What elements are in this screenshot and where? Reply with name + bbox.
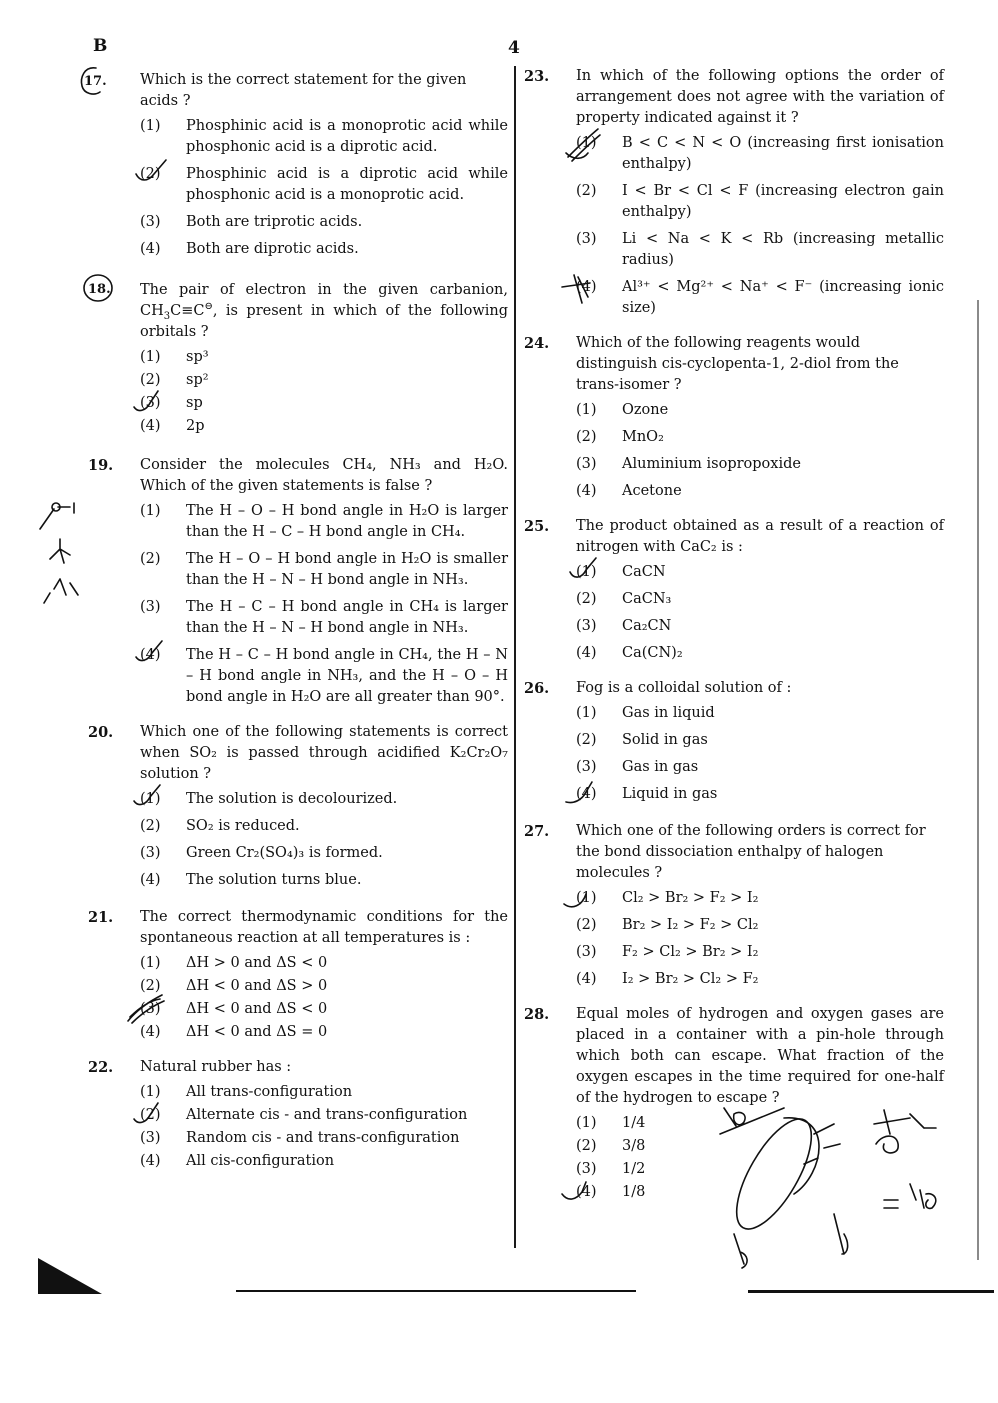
option-4[interactable]: (4) 1/8 (576, 1182, 696, 1203)
option-3[interactable]: (3) Gas in gas (576, 759, 699, 775)
question-number: 22. (88, 1059, 114, 1076)
corner-triangle-marker-icon (36, 1256, 106, 1296)
question-23 (524, 66, 944, 319)
option-3[interactable]: (3) Aluminium isopropoxide (576, 456, 801, 472)
option-3[interactable]: (3) The H – C – H bond angle in CH₄ is larger than the H – N – H bond angle in NH₃. (140, 599, 508, 636)
question-18 (88, 280, 508, 437)
question-text: Equal moles of hydrogen and oxygen gases are placed in a container with a pin-hole through which both can escape. What fraction of the oxygen escapes in the time required for one-half of the hydrogen to escape ? (576, 1006, 944, 1106)
option-1[interactable]: (1) Cl₂ > Br₂ > F₂ > I₂ (576, 888, 944, 909)
option-4[interactable]: (4) ΔH < 0 and ΔS = 0 (140, 1024, 328, 1040)
option-4[interactable]: (4) Acetone (576, 483, 682, 499)
option-1[interactable]: (1) The H – O – H bond angle in H₂O is larger than the H – C – H bond angle in CH₄. (140, 503, 508, 540)
footer-rule-left (236, 1290, 636, 1292)
option-3[interactable]: (3) Li < Na < K < Rb (increasing metallic radius) (576, 231, 944, 268)
option-4[interactable]: (4) Both are diprotic acids. (140, 241, 359, 257)
set-code: B (93, 36, 108, 56)
question-24 (524, 333, 944, 502)
option-2[interactable]: (2) SO₂ is reduced. (140, 818, 300, 834)
option-2[interactable]: (2) 3/8 (576, 1138, 646, 1154)
option-1[interactable]: (1) The solution is decolourized. (140, 789, 508, 810)
option-2[interactable]: (2) MnO₂ (576, 429, 664, 445)
margin-line (977, 300, 979, 1260)
option-1[interactable]: (1) Gas in liquid (576, 705, 715, 721)
question-22 (88, 1057, 508, 1172)
option-2[interactable]: (2) Solid in gas (576, 732, 708, 748)
option-4[interactable]: (4) Liquid in gas (576, 784, 944, 805)
left-column (84, 66, 508, 1184)
question-20 (88, 722, 508, 891)
question-text: Fog is a colloidal solution of : (576, 680, 792, 696)
question-text: Which of the following reagents would distinguish cis-cyclopenta-1, 2-diol from the trans-isomer ? (576, 335, 899, 393)
question-text: Consider the molecules CH₄, NH₃ and H₂O. Which of the given statements is false ? (140, 457, 508, 494)
question-number: 21. (88, 909, 114, 926)
question-text: The product obtained as a result of a reaction of nitrogen with CaC₂ is : (576, 518, 944, 555)
page-number: 4 (508, 38, 520, 58)
option-3[interactable]: (3) Both are triprotic acids. (140, 214, 363, 230)
molecule-sketch-icon (30, 499, 90, 619)
question-text: The pair of electron in the given carbanion, $CH_3C\equiv C^⊖$, is present in which of the following orbitals ? (140, 282, 508, 340)
option-4[interactable]: (4) 2p (140, 418, 205, 434)
question-28 (524, 1004, 944, 1203)
question-text: Which one of the following statements is correct when SO₂ is passed through acidified K₂Cr₂O₇ solution ? (140, 724, 508, 782)
question-17 (84, 70, 508, 260)
option-2[interactable]: (2) The H – O – H bond angle in H₂O is smaller than the H – N – H bond angle in NH₃. (140, 551, 508, 588)
option-3[interactable]: (3) F₂ > Cl₂ > Br₂ > I₂ (576, 944, 759, 960)
question-number: 23. (524, 68, 550, 85)
question-text: Natural rubber has : (140, 1059, 292, 1075)
question-number: 25. (524, 518, 550, 535)
option-1[interactable]: (1) CaCN (576, 562, 944, 583)
option-4[interactable]: (4) I₂ > Br₂ > Cl₂ > F₂ (576, 971, 759, 987)
option-2[interactable]: (2) ΔH < 0 and ΔS > 0 (140, 978, 328, 994)
question-number: 26. (524, 680, 550, 697)
option-3[interactable]: (3) ΔH < 0 and ΔS < 0 (140, 999, 508, 1020)
option-2[interactable]: (2) Br₂ > I₂ > F₂ > Cl₂ (576, 917, 759, 933)
right-column (524, 66, 944, 1215)
option-3[interactable]: (3) sp (140, 393, 508, 414)
svg-text:17.: 17. (84, 74, 107, 89)
option-1[interactable]: (1) 1/4 (576, 1115, 646, 1131)
option-3[interactable]: (3) 1/2 (576, 1161, 646, 1177)
option-3[interactable]: (3) Ca₂CN (576, 618, 672, 634)
option-2[interactable]: (2) Phosphinic acid is a diprotic acid while phosphonic acid is a monoprotic acid. (140, 164, 508, 206)
option-1[interactable]: (1) All trans-configuration (140, 1084, 353, 1100)
option-1[interactable]: (1) Ozone (576, 402, 669, 418)
footer-rule-right (748, 1290, 994, 1293)
question-21 (88, 907, 508, 1043)
question-text: In which of the following options the order of arrangement does not agree with the variation of property indicated against it ? (576, 68, 944, 126)
question-26 (524, 678, 944, 805)
question-number: 19. (88, 457, 114, 474)
option-4[interactable]: (4) Al³⁺ < Mg²⁺ < Na⁺ < F⁻ (increasing ionic size) (576, 277, 944, 319)
option-4[interactable]: (4) All cis-configuration (140, 1153, 335, 1169)
option-2[interactable]: (2) sp² (140, 372, 209, 388)
option-4[interactable]: (4) The H – C – H bond angle in CH₄, the H – N – H bond angle in NH₃, and the H – O – H bond angle in H₂O are all greater than 90°. (140, 645, 508, 708)
question-25 (524, 516, 944, 664)
question-text: Which one of the following orders is correct for the bond dissociation enthalpy of halogen molecules ? (576, 823, 926, 881)
question-text: The correct thermodynamic conditions for the spontaneous reaction at all temperatures is : (140, 909, 508, 946)
option-4[interactable]: (4) Ca(CN)₂ (576, 645, 683, 661)
option-1[interactable]: (1) sp³ (140, 349, 209, 365)
option-2[interactable]: (2) I < Br < Cl < F (increasing electron gain enthalpy) (576, 183, 944, 220)
question-number: 24. (524, 335, 550, 352)
question-number: 28. (524, 1006, 550, 1023)
rough-work-scribble-icon (714, 1104, 964, 1274)
option-1[interactable]: (1) ΔH > 0 and ΔS < 0 (140, 955, 328, 971)
option-2[interactable]: (2) CaCN₃ (576, 591, 672, 607)
option-2[interactable]: (2) Alternate cis - and trans-configuration (140, 1105, 508, 1126)
question-text: Which is the correct statement for the given acids ? (140, 72, 467, 109)
option-1[interactable]: (1) B < C < N < O (increasing first ionisation enthalpy) (576, 133, 944, 175)
question-27 (524, 821, 944, 990)
option-3[interactable]: (3) Green Cr₂(SO₄)₃ is formed. (140, 845, 383, 861)
question-19 (88, 455, 508, 708)
question-number: 27. (524, 823, 550, 840)
option-1[interactable]: (1) Phosphinic acid is a monoprotic acid while phosphonic acid is a diprotic acid. (140, 118, 508, 155)
option-4[interactable]: (4) The solution turns blue. (140, 872, 362, 888)
question-number: 20. (88, 724, 114, 741)
svg-text:18.: 18. (88, 282, 111, 297)
option-3[interactable]: (3) Random cis - and trans-configuration (140, 1130, 460, 1146)
column-divider (514, 66, 516, 1248)
